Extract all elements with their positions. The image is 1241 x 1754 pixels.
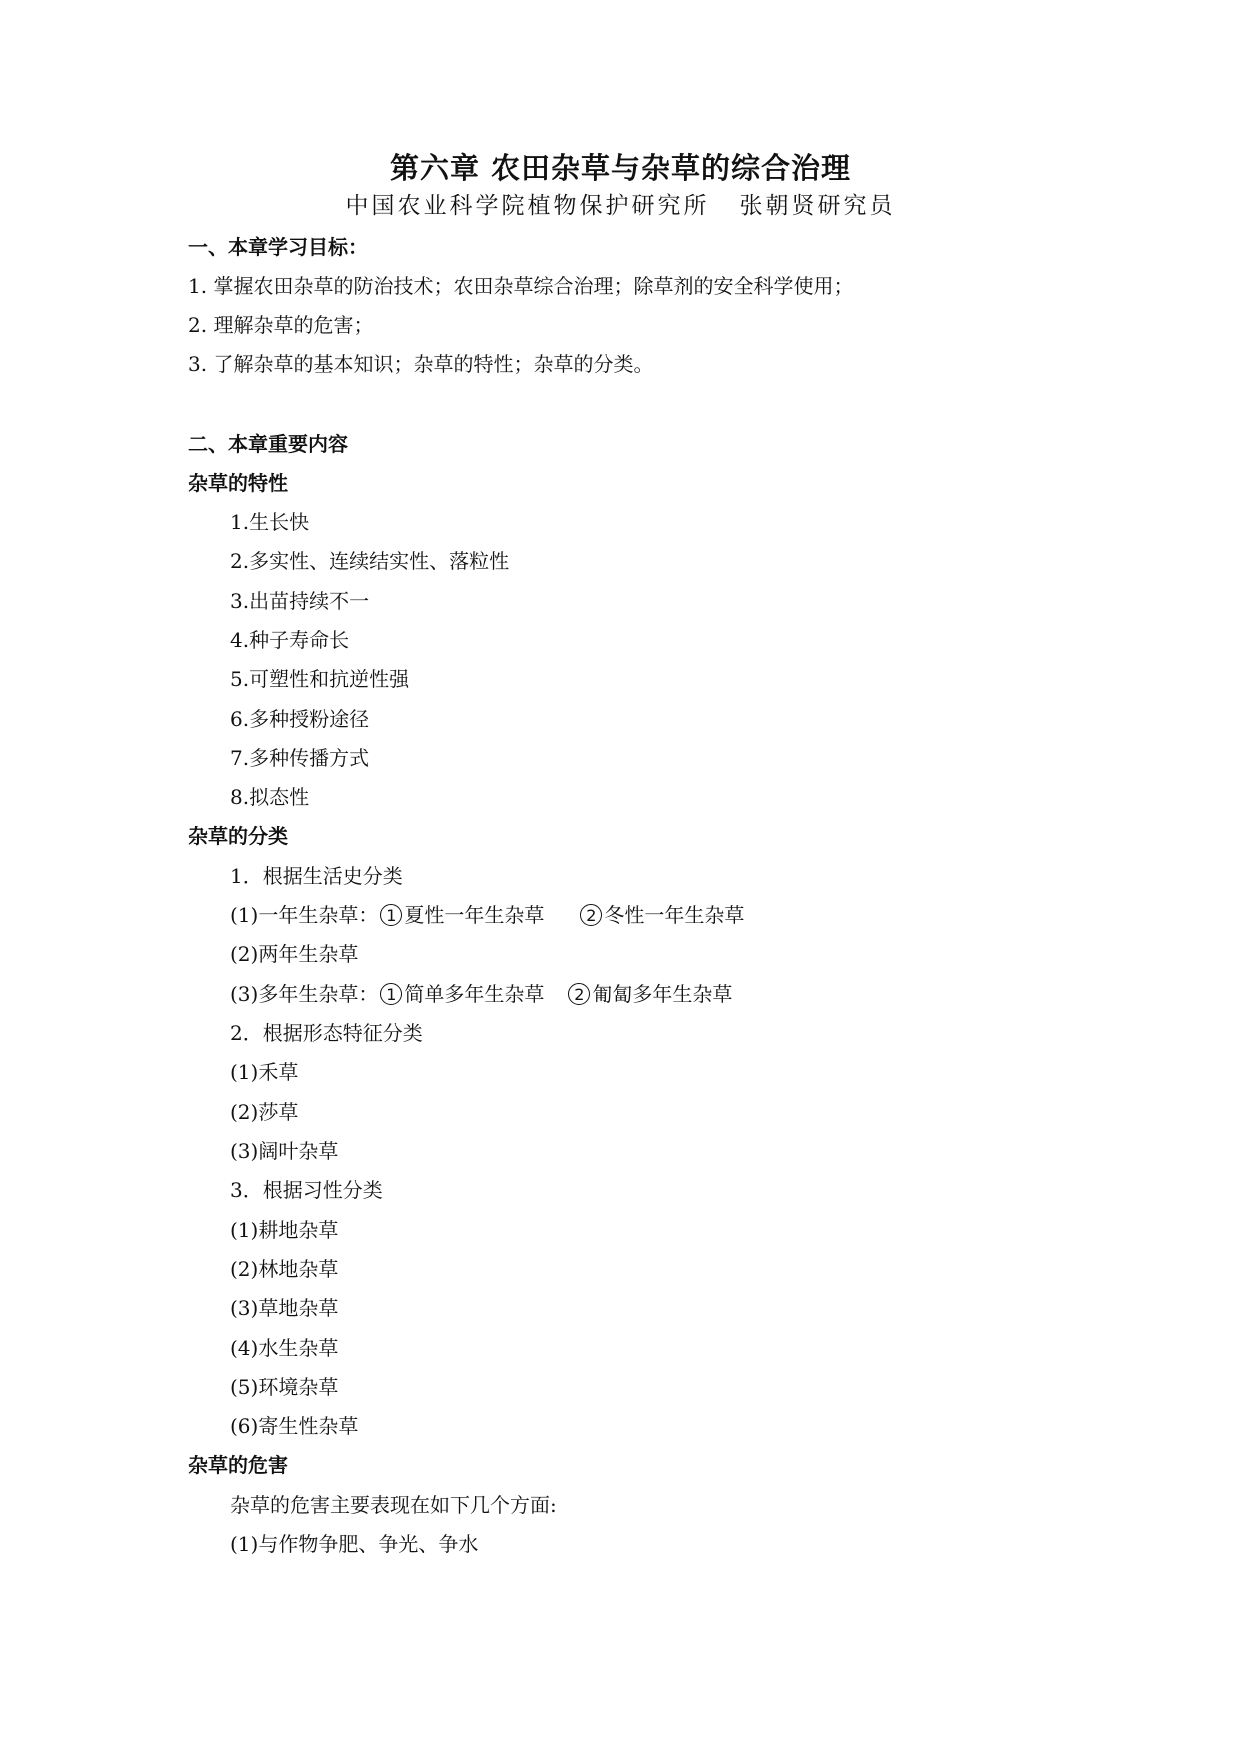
trait-item: 8.拟态性: [230, 785, 310, 809]
class-annual: [230, 901, 744, 929]
circled-number: 2: [568, 983, 590, 1005]
circled-number: 1: [380, 904, 402, 926]
annual-winter: 冬性一年生杂草: [604, 903, 745, 927]
harm-intro: 杂草的危害主要表现在如下几个方面:: [230, 1493, 557, 1517]
habit-item: (6)寄生性杂草: [230, 1414, 359, 1438]
section2-heading: 二、本章重要内容: [188, 432, 348, 456]
habit-item: (3)草地杂草: [230, 1296, 339, 1320]
class-by-form: 2．根据形态特征分类: [230, 1021, 423, 1045]
institution: 中国农业科学院植物保护研究所: [345, 193, 710, 219]
form-item: (1)禾草: [230, 1060, 299, 1084]
trait-item: 4.种子寿命长: [230, 628, 350, 652]
trait-item: 1.生长快: [230, 510, 310, 534]
annual-prefix: (1)一年生杂草：: [230, 903, 379, 927]
classification-heading: 杂草的分类: [188, 824, 288, 848]
form-item: (2)莎草: [230, 1100, 299, 1124]
trait-item: 2.多实性、连续结实性、落粒性: [230, 549, 510, 573]
author: 张朝贤研究员: [739, 193, 896, 219]
trait-item: 6.多种授粉途径: [230, 707, 370, 731]
author-line: [0, 190, 1241, 222]
class-by-life: 1．根据生活史分类: [230, 864, 403, 888]
habit-item: (1)耕地杂草: [230, 1218, 339, 1242]
habit-item: (4)水生杂草: [230, 1336, 339, 1360]
section1-heading: 一、本章学习目标：: [188, 235, 368, 259]
trait-item: 7.多种传播方式: [230, 746, 370, 770]
circled-number: 1: [380, 983, 402, 1005]
trait-item: 5.可塑性和抗逆性强: [230, 667, 410, 691]
traits-heading: 杂草的特性: [188, 471, 288, 495]
habit-item: (2)林地杂草: [230, 1257, 339, 1281]
class-perennial: [230, 980, 732, 1008]
annual-summer: 夏性一年生杂草: [404, 903, 545, 927]
objective-item: 2. 理解杂草的危害；: [188, 313, 374, 337]
circled-number: 2: [580, 904, 602, 926]
class-biennial: (2)两年生杂草: [230, 942, 359, 966]
form-item: (3)阔叶杂草: [230, 1139, 339, 1163]
perennial-prefix: (3)多年生杂草：: [230, 982, 379, 1006]
harm-item: (1)与作物争肥、争光、争水: [230, 1532, 479, 1556]
harm-heading: 杂草的危害: [188, 1453, 288, 1477]
class-by-habit: 3．根据习性分类: [230, 1178, 383, 1202]
objective-item: 3. 了解杂草的基本知识；杂草的特性；杂草的分类。: [188, 352, 654, 376]
habit-item: (5)环境杂草: [230, 1375, 339, 1399]
perennial-simple: 简单多年生杂草: [404, 982, 545, 1006]
trait-item: 3.出苗持续不一: [230, 589, 370, 613]
perennial-creeping: 匍匐多年生杂草: [592, 982, 733, 1006]
objective-item: 1. 掌握农田杂草的防治技术；农田杂草综合治理；除草剂的安全科学使用；: [188, 274, 854, 298]
chapter-title: 第六章 农田杂草与杂草的综合治理: [389, 151, 852, 185]
